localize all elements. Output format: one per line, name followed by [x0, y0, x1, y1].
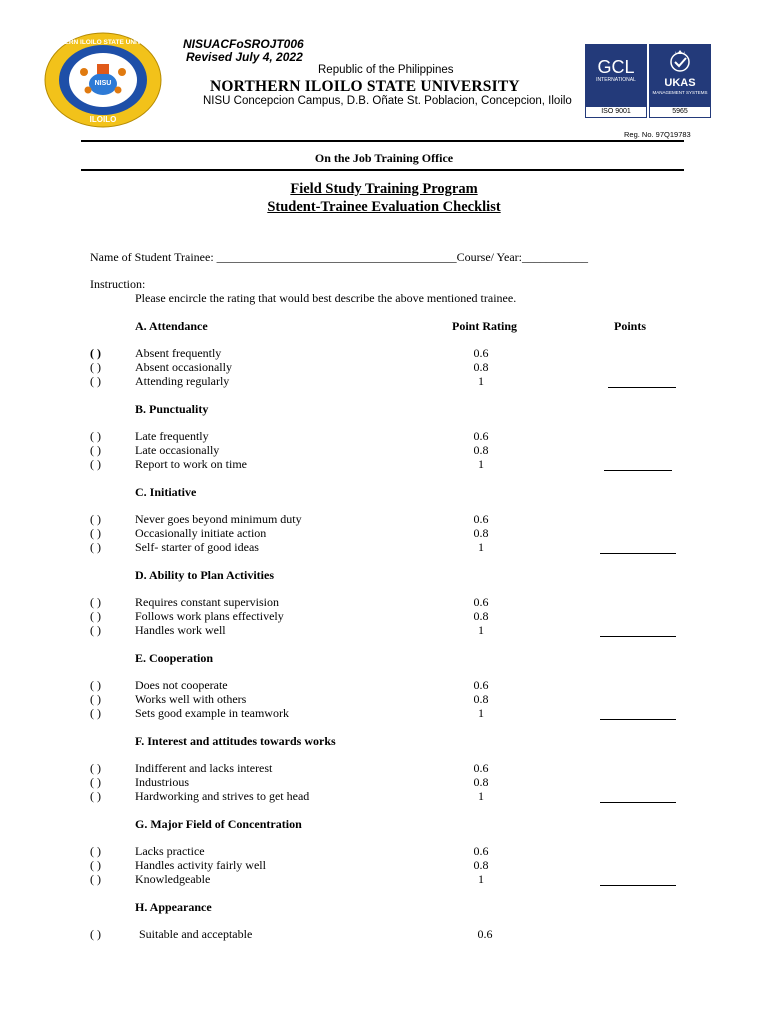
rating-value[interactable]: 1	[478, 623, 484, 637]
criterion-text: Attending regularly	[135, 374, 230, 388]
section-title: F. Interest and attitudes towards works	[135, 734, 336, 748]
certification-logo	[585, 44, 711, 118]
revised-date: Revised July 4, 2022	[186, 50, 303, 64]
rating-value[interactable]: 0.8	[473, 775, 489, 789]
rating-checkbox[interactable]: ( )	[90, 374, 101, 388]
column-points: Points	[614, 319, 647, 333]
rating-value[interactable]: 1	[478, 706, 484, 720]
rating-checkbox[interactable]: ( )	[90, 443, 101, 457]
seal-bottom-text: ILOILO	[89, 115, 117, 124]
points-blank[interactable]	[600, 802, 676, 803]
seal-top-text: NORTHERN ILOILO STATE UNIVERSITY	[44, 39, 162, 46]
criterion-text: Absent occasionally	[135, 360, 232, 374]
rating-value[interactable]: 0.8	[473, 443, 489, 457]
cert-number: 5965	[649, 106, 711, 118]
criterion-text: Handles work well	[135, 623, 226, 637]
rating-value[interactable]: 0.8	[473, 692, 489, 706]
criterion-text: Late frequently	[135, 429, 209, 443]
points-blank[interactable]	[600, 636, 676, 637]
rating-checkbox[interactable]: ( )	[90, 595, 101, 609]
criterion-text: Late occasionally	[135, 443, 220, 457]
form-code: NISUACFoSROJT006	[183, 37, 304, 51]
criterion-text: Report to work on time	[135, 457, 247, 471]
crown-check-icon	[649, 48, 711, 77]
rating-checkbox[interactable]: ( )	[90, 872, 101, 886]
rating-value[interactable]: 0.6	[473, 429, 489, 443]
criterion-text: Self- starter of good ideas	[135, 540, 259, 554]
iso-label: ISO 9001	[585, 106, 647, 118]
form-subtitle: Student-Trainee Evaluation Checklist	[267, 199, 501, 215]
republic-line: Republic of the Philippines	[318, 64, 454, 76]
criterion-text: Follows work plans effectively	[135, 609, 284, 623]
rating-value[interactable]: 0.6	[477, 927, 493, 941]
campus-address: NISU Concepcion Campus, D.B. Oñate St. Poblacion, Concepcion, Iloilo	[203, 95, 572, 107]
rating-value[interactable]: 0.6	[473, 761, 489, 775]
rating-checkbox[interactable]: ( )	[90, 360, 101, 374]
criterion-text: Absent frequently	[135, 346, 222, 360]
criterion-text: Industrious	[135, 775, 189, 789]
rating-checkbox[interactable]: ( )	[90, 457, 101, 471]
points-blank[interactable]	[608, 387, 676, 388]
gcl-sub: INTERNATIONAL	[596, 77, 636, 83]
section-title: D. Ability to Plan Activities	[135, 568, 274, 582]
criterion-text: Hardworking and strives to get head	[135, 789, 310, 803]
rating-value[interactable]: 0.6	[473, 844, 489, 858]
instruction-text: Please encircle the rating that would best describe the above mentioned trainee.	[135, 291, 517, 305]
rating-value[interactable]: 1	[478, 457, 484, 471]
rating-checkbox[interactable]: ( )	[90, 623, 101, 637]
points-blank[interactable]	[600, 885, 676, 886]
rating-checkbox[interactable]: ( )	[90, 706, 101, 720]
rating-checkbox[interactable]: ( )	[90, 346, 101, 360]
instruction-label: Instruction:	[90, 277, 146, 291]
rating-checkbox[interactable]: ( )	[90, 609, 101, 623]
criterion-text: Sets good example in teamwork	[135, 706, 289, 720]
criterion-text: Handles activity fairly well	[135, 858, 266, 872]
section-title: B. Punctuality	[135, 402, 209, 416]
points-blank[interactable]	[600, 553, 676, 554]
section-title: E. Cooperation	[135, 651, 213, 665]
seal-center-text: NISU	[94, 80, 112, 87]
section-title: G. Major Field of Concentration	[135, 817, 302, 831]
rating-value[interactable]: 0.8	[473, 526, 489, 540]
reg-number: Reg. No. 97Q19783	[624, 130, 691, 139]
form-title: Field Study Training Program	[290, 181, 478, 197]
rating-checkbox[interactable]: ( )	[90, 429, 101, 443]
ukas-text: UKAS	[664, 77, 696, 89]
points-blank[interactable]	[600, 719, 676, 720]
rating-value[interactable]: 0.8	[473, 609, 489, 623]
column-point-rating: Point Rating	[452, 319, 518, 333]
university-name: NORTHERN ILOILO STATE UNIVERSITY	[210, 78, 520, 95]
criterion-text: Never goes beyond minimum duty	[135, 512, 302, 526]
criterion-text: Requires constant supervision	[135, 595, 279, 609]
rating-value[interactable]: 1	[478, 789, 484, 803]
section-title: H. Appearance	[135, 900, 212, 914]
rating-value[interactable]: 1	[478, 540, 484, 554]
rating-value[interactable]: 1	[478, 872, 484, 886]
rating-value[interactable]: 0.6	[473, 346, 489, 360]
criterion-text: Knowledgeable	[135, 872, 211, 886]
rating-value[interactable]: 1	[478, 374, 484, 388]
header-rule-bottom	[81, 169, 684, 171]
rating-checkbox[interactable]: ( )	[90, 526, 101, 540]
rating-value[interactable]: 0.6	[473, 678, 489, 692]
rating-checkbox[interactable]: ( )	[90, 692, 101, 706]
rating-value[interactable]: 0.6	[473, 512, 489, 526]
office-title: On the Job Training Office	[314, 151, 454, 165]
rating-checkbox[interactable]: ( )	[90, 512, 101, 526]
rating-checkbox[interactable]: ( )	[90, 927, 101, 941]
criterion-text: Suitable and acceptable	[139, 927, 253, 941]
rating-checkbox[interactable]: ( )	[90, 844, 101, 858]
rating-checkbox[interactable]: ( )	[90, 761, 101, 775]
trainee-name-field[interactable]: Name of Student Trainee: ________________________________________Course/ Year:___________	[90, 250, 588, 264]
criterion-text: Lacks practice	[135, 844, 205, 858]
criterion-text: Works well with others	[135, 692, 247, 706]
criterion-text: Occasionally initiate action	[135, 526, 267, 540]
university-seal	[44, 32, 162, 128]
header-rule-top	[81, 140, 684, 142]
section-title: C. Initiative	[135, 485, 197, 499]
points-blank[interactable]	[604, 470, 672, 471]
rating-value[interactable]: 0.6	[473, 595, 489, 609]
section-title: A. Attendance	[135, 319, 208, 333]
criterion-text: Does not cooperate	[135, 678, 228, 692]
rating-value[interactable]: 0.8	[473, 360, 489, 374]
rating-checkbox[interactable]: ( )	[90, 789, 101, 803]
criterion-text: Indifferent and lacks interest	[135, 761, 273, 775]
ukas-sub: MANAGEMENT SYSTEMS	[652, 90, 708, 95]
rating-checkbox[interactable]: ( )	[90, 678, 101, 692]
rating-value[interactable]: 0.8	[473, 858, 489, 872]
rating-checkbox[interactable]: ( )	[90, 540, 101, 554]
rating-checkbox[interactable]: ( )	[90, 775, 101, 789]
rating-checkbox[interactable]: ( )	[90, 858, 101, 872]
gcl-text: GCL	[597, 57, 635, 77]
